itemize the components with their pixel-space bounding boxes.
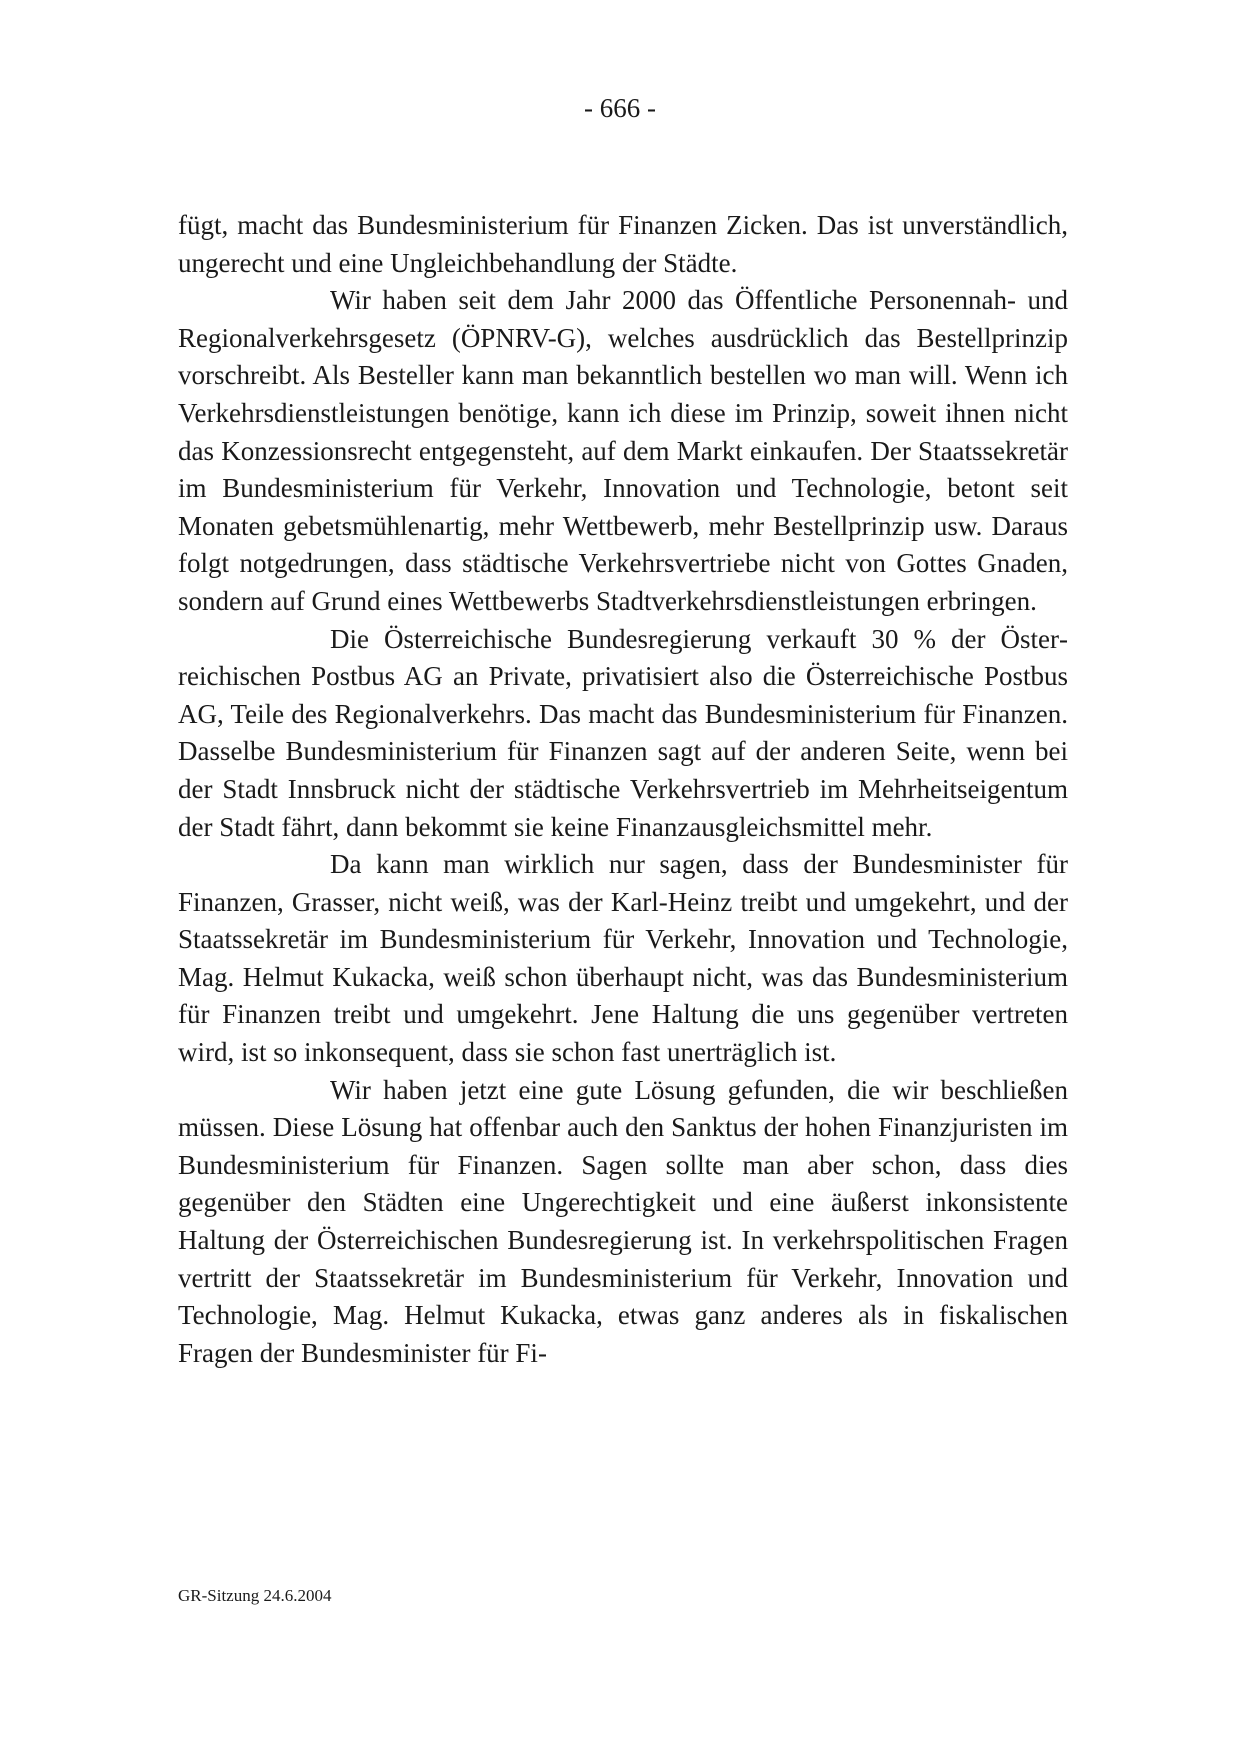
paragraph: Wir haben jetzt eine gute Lösung gefunden, die wir beschließen müssen. Diese Lösung hat offenbar auch den Sanktus der hohen Finanzjuristen im Bundesministerium für Finanzen. Sagen sollte man aber schon, dass dies gegenüber den Städten eine Ungerechtigkeit und eine äußerst inkonsistente Haltung der Österreichischen Bundesregierung ist. In verkehrspolitischen Fragen vertritt der Staatssekretär im Bundesministerium für Verkehr, Innovation und Technologie, Mag. Helmut Kukacka, etwas ganz anderes als in fiskalischen Fragen der Bundesminister für Fi- <box>178 1074 1068 1368</box>
paragraph: Die Österreichische Bundesregierung verkauft 30 % der Österreichischen Postbus AG an Private, privatisiert also die Österreichische Postbus AG, Teile des Regionalverkehrs. Das macht das Bundesministerium für Finanzen. Dasselbe Bundesministerium für Finanzen sagt auf der anderen Seite, wenn bei der Stadt Innsbruck nicht der städtische Verkehrsvertrieb im Mehrheitseigentum der Stadt fährt, dann bekommt sie keine Finanzausgleichsmittel mehr. <box>178 623 1068 842</box>
paragraph: Wir haben seit dem Jahr 2000 das Öffentliche Personennah- und Regionalverkehrsgesetz (ÖPNRV-G), welches ausdrücklich das Bestellprinzip vorschreibt. Als Besteller kann man bekanntlich bestellen wo man will. Wenn ich Verkehrsdienstleistungen benötige, kann ich diese im Prinzip, soweit ihnen nicht das Konzessionsrecht entgegensteht, auf dem Markt einkaufen. Der Staatssekretär im Bundesministerium für Verkehr, Innovation und Technologie, betont seit Monaten gebetsmühlenartig, mehr Wettbewerb, mehr Bestellprinzip usw. Daraus folgt notgedrungen, dass städtische Verkehrsvertriebe nicht von Gottes Gnaden, sondern auf Grund eines Wettbewerbs Stadtverkehrsdienstleistungen erbringen. <box>178 285 1068 616</box>
document-body <box>178 207 1068 1372</box>
paragraph: Da kann man wirklich nur sagen, dass der Bundesminister für Finanzen, Grasser, nicht weiß, was der Karl-Heinz treibt und umgekehrt, und der Staatssekretär im Bundesministerium für Verkehr, Innovation und Technologie, Mag. Helmut Kukacka, weiß schon überhaupt nicht, was das Bundesministerium für Finanzen treibt und umgekehrt. Jene Haltung die uns gegenüber vertreten wird, ist so inkonsequent, dass sie schon fast unerträglich ist. <box>178 849 1068 1068</box>
paragraph-continued: fügt, macht das Bundesministerium für Finanzen Zicken. Das ist unverständlich, ungerecht und eine Ungleichbehandlung der Städte. <box>178 210 1068 278</box>
page-number: - 666 - <box>584 93 656 123</box>
footer-session-date: GR-Sitzung 24.6.2004 <box>178 1586 332 1605</box>
